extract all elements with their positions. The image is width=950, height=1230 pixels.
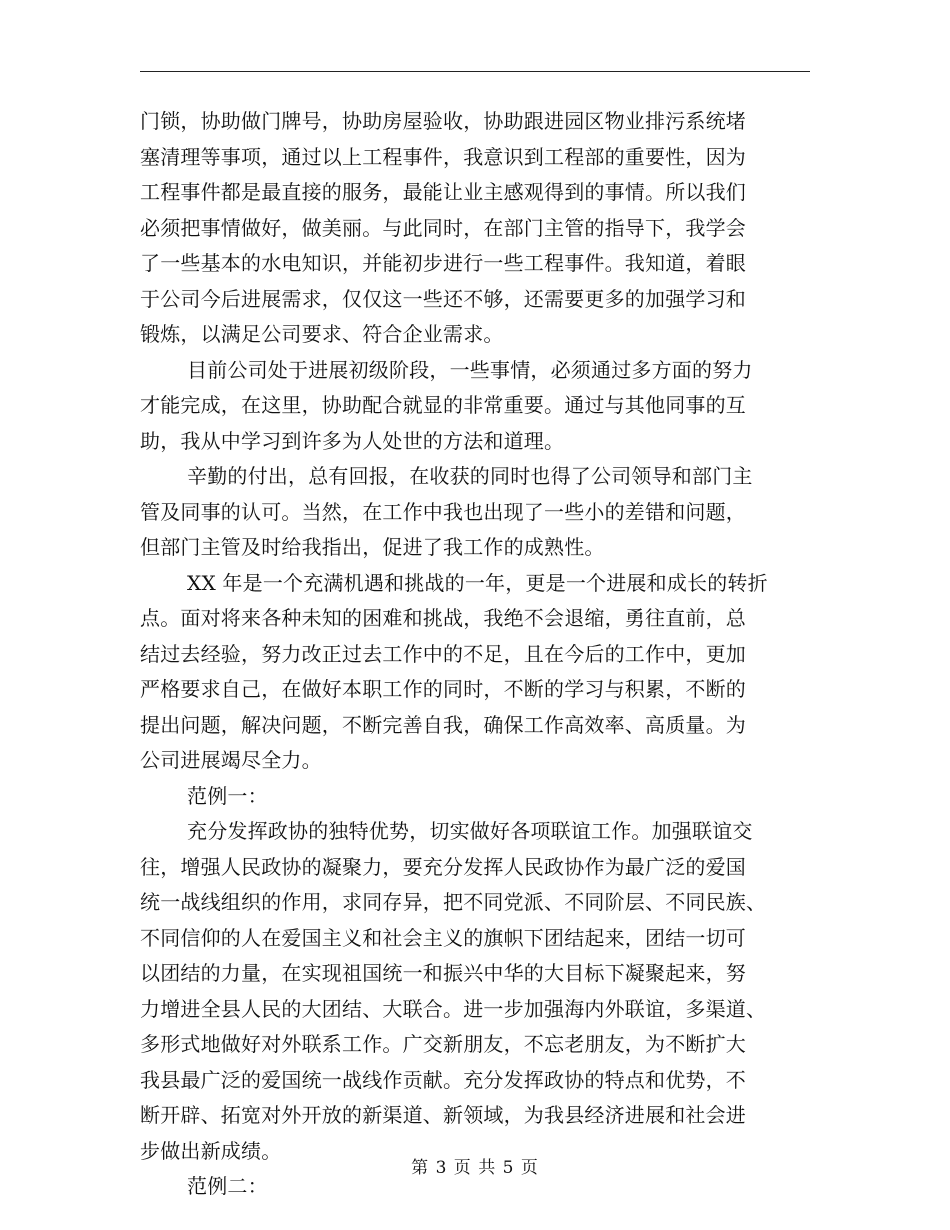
text-line: 目前公司处于进展初级阶段，一些事情，必须通过多方面的努力 bbox=[187, 357, 753, 382]
text-line: 于公司今后进展需求，仅仅这一些还不够，还需要更多的加强学习和 bbox=[140, 286, 746, 311]
text-line: 公司进展竭尽全力。 bbox=[140, 748, 322, 772]
text-line: 以团结的力量，在实现祖国统一和振兴中华的大目标下凝聚起来，努 bbox=[140, 961, 746, 985]
text-line: 充分发挥政协的独特优势，切实做好各项联谊工作。加强联谊交 bbox=[187, 819, 753, 843]
text-line: 我县最广泛的爱国统一战线作贡献。充分发挥政协的特点和优势，不 bbox=[140, 1067, 746, 1092]
text-line: 力增进全县人民的大团结、大联合。进一步加强海内外联谊，多渠道、 bbox=[140, 996, 767, 1021]
text-line: 点。面对将来各种未知的困难和挑战，我绝不会退缩，勇往直前，总 bbox=[140, 606, 746, 630]
text-line: 工程事件都是最直接的服务，最能让业主感观得到的事情。所以我们 bbox=[140, 180, 746, 204]
body-text bbox=[140, 104, 812, 1205]
text-line: 必须把事情做好，做美丽。与此同时，在部门主管的指导下，我学会 bbox=[140, 215, 746, 240]
text-line: 塞清理等事项，通过以上工程事件，我意识到工程部的重要性，因为 bbox=[140, 144, 746, 169]
text-line: XX 年是一个充满机遇和挑战的一年，更是一个进展和成长的转折 bbox=[187, 570, 768, 595]
header-rule bbox=[140, 71, 810, 72]
text-line: 往，增强人民政协的凝聚力，要充分发挥人民政协作为最广泛的爱国 bbox=[140, 854, 746, 879]
section-heading: 范例二： bbox=[187, 1174, 268, 1198]
text-line: 结过去经验，努力改正过去工作中的不足，且在今后的工作中，更加 bbox=[140, 641, 746, 666]
text-line: 才能完成，在这里，协助配合就显的非常重要。通过与其他同事的互 bbox=[140, 393, 746, 417]
text-line: 了一些基本的水电知识，并能初步进行一些工程事件。我知道，着眼 bbox=[140, 251, 746, 275]
section-heading: 范例一： bbox=[187, 783, 268, 808]
text-line: 多形式地做好对外联系工作。广交新朋友，不忘老朋友，为不断扩大 bbox=[140, 1032, 746, 1056]
text-line: 断开辟、拓宽对外开放的新渠道、新领域，为我县经济进展和社会进 bbox=[140, 1103, 746, 1127]
page-number-footer: 第 3 页 共 5 页 bbox=[411, 1158, 539, 1178]
text-line: 管及同事的认可。当然，在工作中我也出现了一些小的差错和问题， bbox=[140, 499, 746, 524]
text-line: 锻炼，以满足公司要求、符合企业需求。 bbox=[140, 322, 504, 346]
text-line: 提出问题，解决问题，不断完善自我，确保工作高效率、高质量。为 bbox=[140, 712, 746, 737]
text-line: 门锁，协助做门牌号，协助房屋验收，协助跟进园区物业排污系统堵 bbox=[140, 109, 746, 133]
text-line: 统一战线组织的作用，求同存异，把不同党派、不同阶层、不同民族、 bbox=[140, 890, 767, 914]
text-line: 助，我从中学习到许多为人处世的方法和道理。 bbox=[140, 428, 565, 453]
text-line: 辛勤的付出，总有回报，在收获的同时也得了公司领导和部门主 bbox=[187, 464, 753, 488]
text-line: 但部门主管及时给我指出，促进了我工作的成熟性。 bbox=[140, 535, 605, 559]
text-line: 不同信仰的人在爱国主义和社会主义的旗帜下团结起来，团结一切可 bbox=[140, 925, 746, 950]
text-line: 严格要求自己，在做好本职工作的同时，不断的学习与积累，不断的 bbox=[140, 677, 746, 701]
text-line: 步做出新成绩。 bbox=[140, 1138, 282, 1163]
